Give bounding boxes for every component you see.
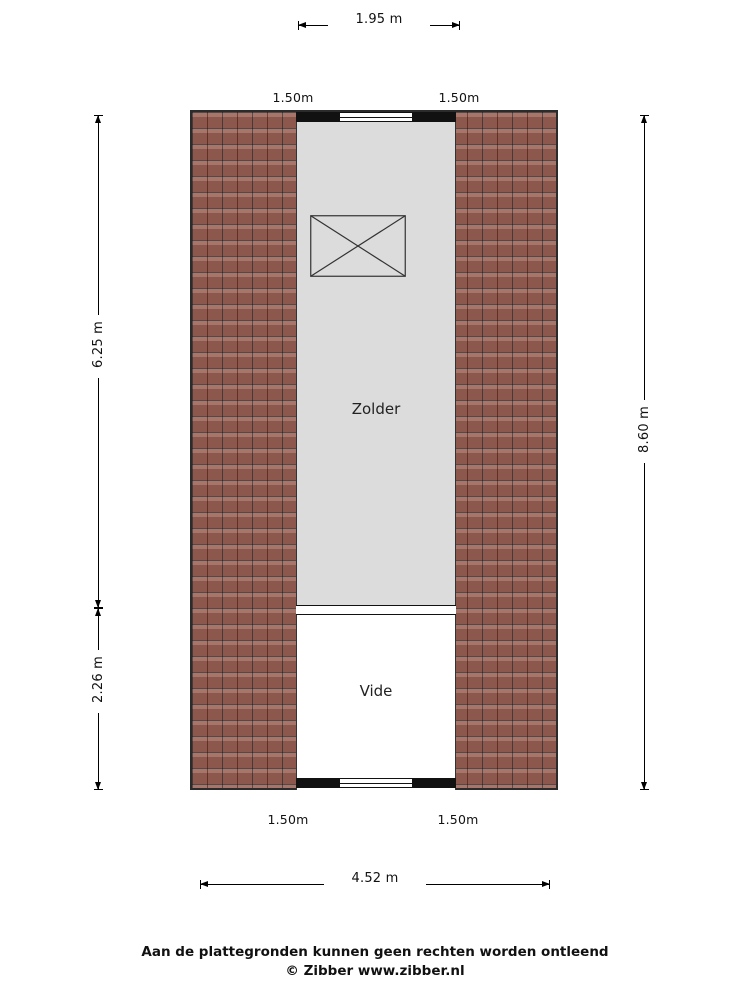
window-bottom — [340, 778, 412, 788]
stair-hatch-icon — [310, 215, 406, 277]
dimension-left-upper — [88, 115, 112, 608]
dimension-top-left-segment-label: 1.50m — [272, 90, 314, 105]
dimension-left-upper-label: 6.25 m — [90, 321, 106, 368]
footer — [0, 943, 750, 982]
building-outline — [190, 110, 558, 790]
dimension-top-right-segment-label: 1.50m — [438, 90, 480, 105]
roof-right-pane — [452, 112, 556, 788]
dimension-top-overall-label: 1.95 m — [328, 12, 430, 27]
roof-left-pane — [192, 112, 296, 788]
dimension-right-overall — [634, 115, 658, 790]
room-zolder — [296, 112, 456, 610]
dimension-bottom-overall — [200, 871, 550, 895]
window-top — [340, 112, 412, 122]
dimension-right-overall-label: 8.60 m — [636, 406, 652, 453]
room-vide — [296, 610, 456, 790]
dimension-top-overall — [298, 12, 460, 36]
wall-interior-divider — [296, 605, 456, 615]
room-vide-label: Vide — [359, 682, 393, 700]
dimension-left-lower — [88, 608, 112, 790]
dimension-bottom-overall-label: 4.52 m — [324, 871, 426, 886]
footer-disclaimer: Aan de plattegronden kunnen geen rechten worden ontleend — [141, 943, 609, 960]
dimension-bottom-right-segment-label: 1.50m — [437, 812, 479, 827]
room-zolder-label: Zolder — [351, 400, 401, 418]
dimension-left-lower-label: 2.26 m — [90, 656, 106, 703]
dimension-bottom-left-segment-label: 1.50m — [267, 812, 309, 827]
footer-copyright: © Zibber www.zibber.nl — [285, 963, 465, 980]
